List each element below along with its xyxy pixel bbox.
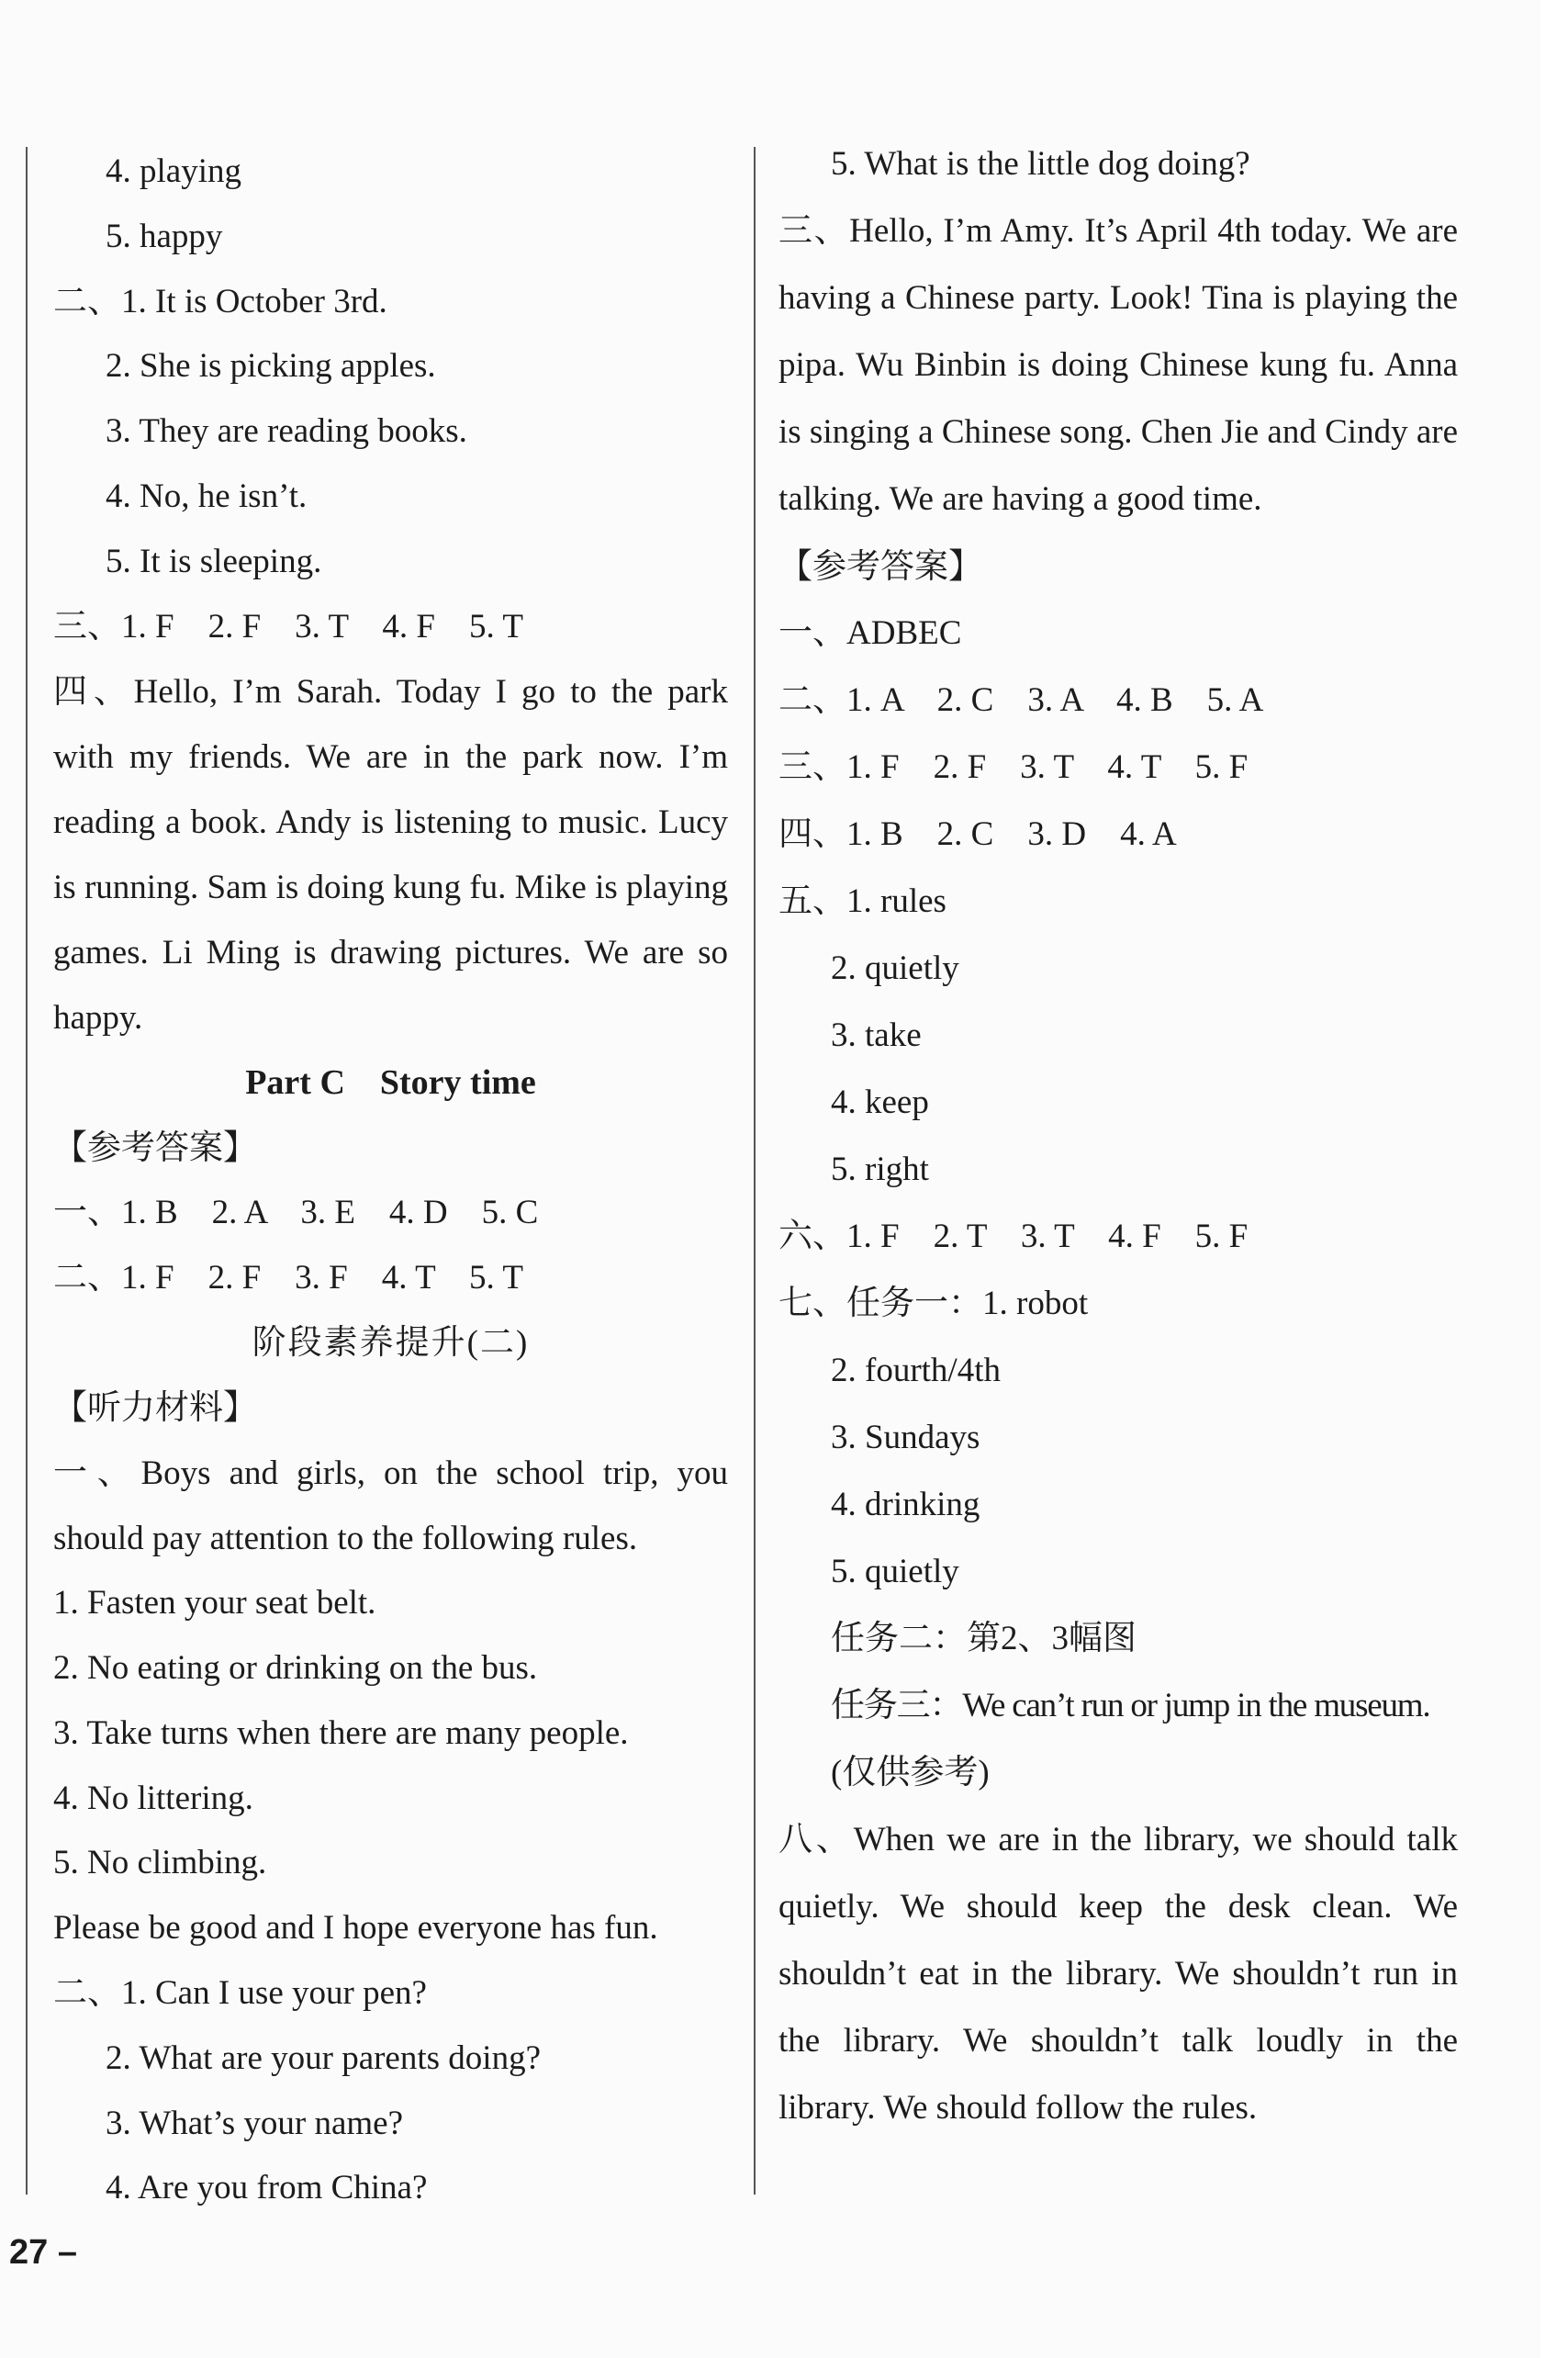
answer-line: 4. playing [106, 152, 241, 190]
rule-item: 3. Take turns when there are many people. [53, 1713, 629, 1752]
rule-item: 2. No eating or drinking on the bus. [53, 1648, 538, 1687]
answer-line: 4. keep [831, 1084, 929, 1121]
rules-intro: 一、Boys and girls, on the school trip, you should pay attention to the following rules. [53, 1454, 728, 1558]
section-four-passage: 四、Hello, I’m Sarah. Today I go to the park with my friends. We are in the park now. I’m reading a book. Andy is listening to music. Lucy is running. Sam is doing kung fu. Mike is playing games. Li Ming is drawing pictures. We are so happy. [53, 673, 728, 1038]
answer-line: 2. fourth/4th [831, 1352, 1001, 1389]
answer-line: 四、1. B 2. C 3. D 4. A [778, 815, 1177, 853]
stage-title: 阶段素养提升(二) [252, 1323, 530, 1362]
rule-item: 5. No climbing. [53, 1844, 267, 1882]
answer-key-label: 【参考答案】 [53, 1128, 257, 1168]
answer-line: 4. No, he isn’t. [106, 477, 308, 515]
section-eight-passage: 八、When we are in the library, we should talk quietly. We should keep the desk clean. We shouldn’t eat in the library. We shouldn’t run in the library. We shouldn’t talk loudly in the library. We should follow the rules. [778, 1821, 1458, 2127]
part-c-q2-answers: 二、1. F 2. F 3. F 4. T 5. T [53, 1258, 523, 1297]
reference-note: (仅供参考) [831, 1754, 990, 1791]
rule-item: 1. Fasten your seat belt. [53, 1584, 376, 1623]
answer-line: 3. take [831, 1016, 922, 1054]
page-number: 27 – [9, 2233, 77, 2272]
answer-line: 三、1. F 2. F 3. T 4. T 5. F [778, 748, 1249, 786]
answer-line: 七、任务一：1. robot [778, 1285, 1089, 1322]
page-edge [1540, 0, 1568, 2358]
answer-line: 4. Are you from China? [106, 2169, 428, 2207]
answer-line: 五、1. rules [778, 882, 946, 920]
answer-line: 3. They are reading books. [106, 412, 467, 451]
answer-line: 2. She is picking apples. [106, 347, 436, 386]
part-c-q1-answers: 一、1. B 2. A 3. E 4. D 5. C [53, 1193, 539, 1231]
answer-line: 5. right [831, 1151, 929, 1188]
answer-line: 一、ADBEC [778, 614, 962, 652]
part-c-heading: Part C Story time [245, 1063, 536, 1103]
left-column [53, 140, 728, 2221]
answer-line: 4. drinking [831, 1486, 980, 1523]
answer-line: 2. What are your parents doing? [106, 2038, 541, 2077]
section-three-answers: 三、1. F 2. F 3. T 4. F 5. T [53, 607, 523, 646]
answer-line: 5. What is the little dog doing? [831, 145, 1250, 183]
section-two-line: 二、1. Can I use your pen? [53, 1973, 427, 2012]
left-margin-rule [26, 147, 28, 2195]
listening-material-label: 【听力材料】 [53, 1387, 257, 1428]
section-two-line: 二、1. It is October 3rd. [53, 282, 387, 320]
task-two-answer: 任务二：第2、3幅图 [831, 1620, 1137, 1657]
answer-line: 5. quietly [831, 1553, 959, 1590]
answer-line: 3. Sundays [831, 1419, 980, 1456]
right-column [778, 130, 1458, 2141]
answer-line: 二、1. A 2. C 3. A 4. B 5. A [778, 681, 1264, 719]
answer-line: 六、1. F 2. T 3. T 4. F 5. F [778, 1218, 1249, 1255]
task-three-answer: 任务三：We can’t run or jump in the museum. [831, 1687, 1430, 1724]
rules-closing: Please be good and I hope everyone has fun. [53, 1909, 658, 1948]
answer-line: 2. quietly [831, 949, 959, 987]
answer-key-label: 【参考答案】 [778, 546, 982, 586]
rule-item: 4. No littering. [53, 1779, 253, 1817]
section-three-passage: 三、Hello, I’m Amy. It’s April 4th today. We are having a Chinese party. Look! Tina is playing the pipa. Wu Binbin is doing Chinese kung fu. Anna is singing a Chinese song. Chen Jie and Cindy are talking. We are having a good time. [778, 212, 1458, 518]
column-divider [754, 147, 756, 2195]
answer-line: 3. What’s your name? [106, 2104, 404, 2142]
answer-line: 5. It is sleeping. [106, 542, 322, 580]
answer-line: 5. happy [106, 217, 223, 255]
